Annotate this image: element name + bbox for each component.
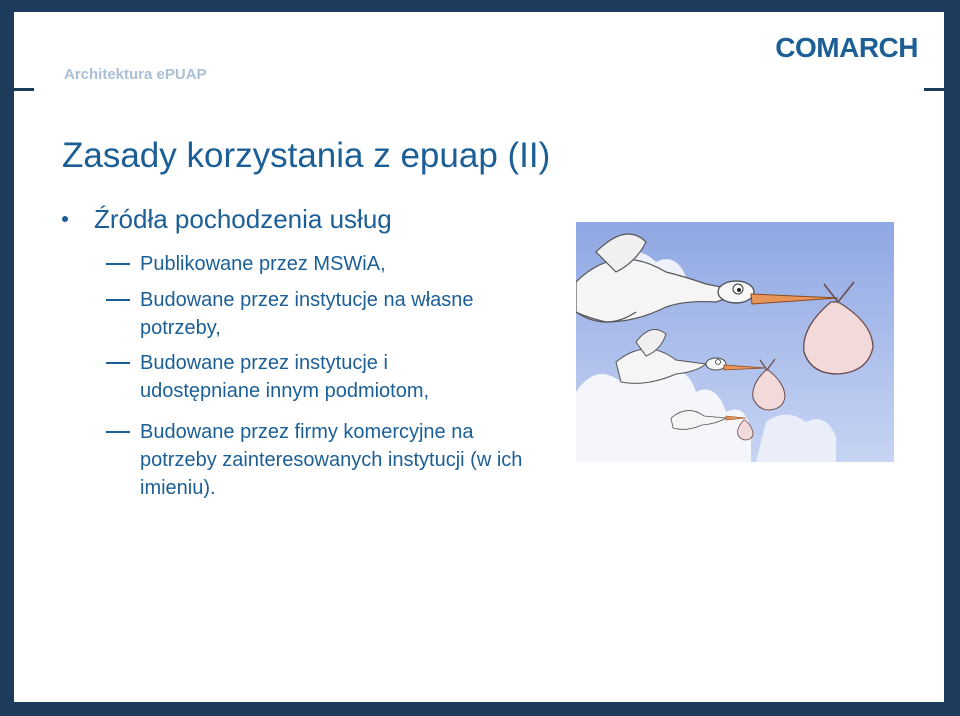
dash-icon — [106, 362, 130, 364]
dash-icon — [106, 299, 130, 301]
header-rule-right — [924, 88, 944, 91]
sub-item-3 — [106, 349, 506, 405]
sub-item-4 — [106, 418, 526, 502]
main-bullet-text: Źródła pochodzenia usług — [94, 204, 392, 234]
sub-item-text: Budowane przez instytucje i udostępniane innym podmiotom, — [140, 352, 430, 402]
storks-carrying-bundles-illustration — [576, 222, 894, 462]
slide — [14, 12, 944, 702]
main-bullet — [62, 204, 392, 235]
slide-title: Zasady korzystania z epuap (II) — [62, 136, 551, 175]
bullet-dot-icon — [62, 216, 68, 222]
dash-icon — [106, 431, 130, 433]
sub-item-text: Budowane przez instytucje na własne potrzeby, — [140, 289, 474, 339]
sub-item-2 — [106, 286, 506, 342]
dash-icon — [106, 263, 130, 265]
sub-item-1 — [106, 250, 546, 278]
sub-item-text: Budowane przez firmy komercyjne na potrzeby zainteresowanych instytucji (w ich imieniu). — [140, 421, 523, 499]
sub-item-text: Publikowane przez MSWiA, — [140, 253, 386, 275]
section-title: Architektura ePUAP — [64, 66, 207, 83]
comarch-logo: COMARCH — [775, 32, 918, 63]
header-rule-left — [14, 88, 34, 91]
